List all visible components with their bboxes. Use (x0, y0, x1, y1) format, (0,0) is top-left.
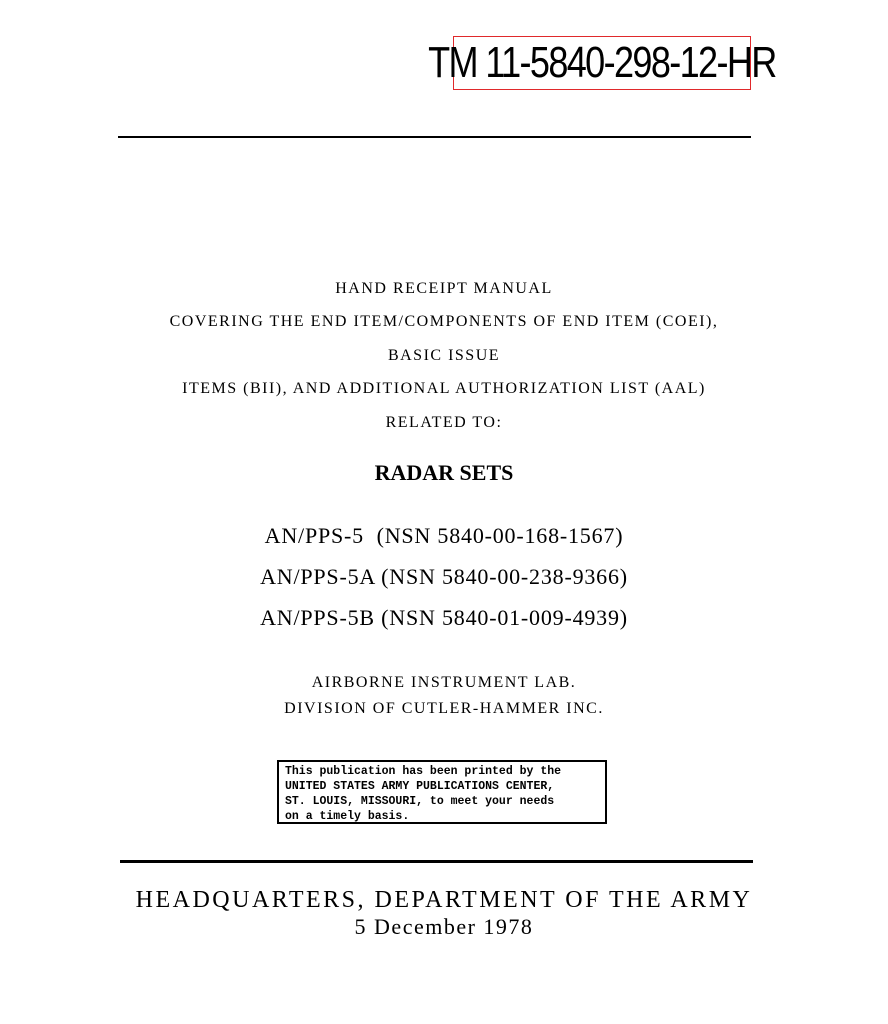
title-line-3: BASIC ISSUE (387, 347, 501, 364)
title-line-5: RELATED TO: (385, 414, 503, 431)
tm-number: TM 11-5840-298-12-HR (428, 38, 776, 87)
model-line-3: AN/PPS-5B (NSN 5840-01-009-4939) (260, 605, 628, 630)
title-line-4: ITEMS (BII), AND ADDITIONAL AUTHORIZATION LIST (AAL) (182, 380, 706, 397)
publication-date: 5 December 1978 (354, 914, 534, 939)
subject-title: RADAR SETS (374, 460, 514, 485)
title-line-1: HAND RECEIPT MANUAL (335, 280, 553, 297)
manufacturer-line-1: AIRBORNE INSTRUMENT LAB. (311, 674, 577, 691)
model-line-2: AN/PPS-5A (NSN 5840-00-238-9366) (260, 564, 628, 589)
top-rule (118, 136, 751, 138)
notice-line-4: on a timely basis. (285, 810, 410, 823)
headquarters-line: HEADQUARTERS, DEPARTMENT OF THE ARMY (135, 887, 753, 913)
manufacturer-line-2: DIVISION OF CUTLER-HAMMER INC. (284, 700, 604, 717)
tm-number-box (428, 36, 776, 90)
title-line-2: COVERING THE END ITEM/COMPONENTS OF END ITEM (COEI), (169, 313, 719, 330)
model-line-1: AN/PPS-5 (NSN 5840-00-168-1567) (264, 523, 624, 548)
printing-notice-box (277, 760, 607, 824)
notice-line-2: UNITED STATES ARMY PUBLICATIONS CENTER, (285, 780, 555, 793)
notice-line-3: ST. LOUIS, MISSOURI, to meet your needs (285, 795, 555, 808)
notice-line-1: This publication has been printed by the (285, 765, 562, 778)
bottom-rule (120, 860, 753, 863)
